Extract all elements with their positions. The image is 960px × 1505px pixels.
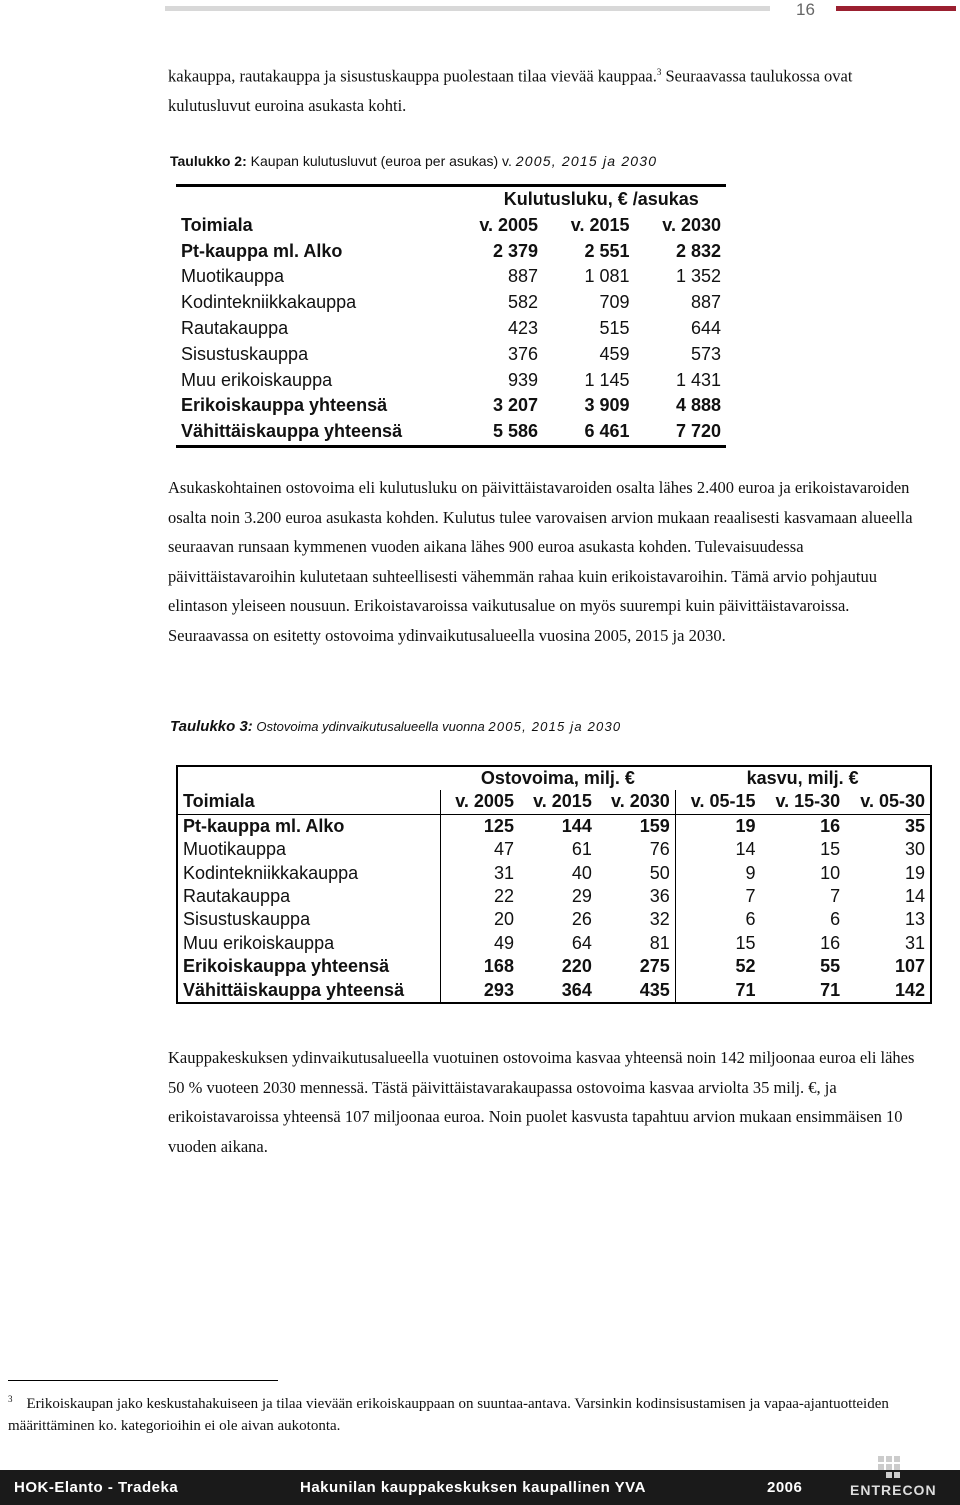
row-value: 16 xyxy=(820,932,841,953)
row-value: 7 720 xyxy=(675,421,721,442)
row-value: 939 xyxy=(508,369,539,390)
table-row xyxy=(177,885,931,908)
row-value: 2 551 xyxy=(584,240,630,261)
table-row xyxy=(176,290,726,316)
row-value: 168 xyxy=(441,955,519,978)
row-value: 55 xyxy=(820,956,841,977)
row-value: 14 xyxy=(904,886,925,907)
row-value: 459 xyxy=(599,343,630,364)
row-value: 125 xyxy=(441,814,519,838)
table-row xyxy=(176,316,726,342)
table-row xyxy=(176,419,726,446)
table2-caption-years: 2005, 2015 ja 2030 xyxy=(515,153,658,169)
row-value: 4 888 xyxy=(675,395,721,416)
row-label: Muu erikoiskauppa xyxy=(183,932,335,953)
table3-caption-text: Ostovoima ydinvaikutusalueella vuonna xyxy=(252,719,489,734)
footnote-mark: 3 xyxy=(8,1394,13,1404)
table-row xyxy=(177,814,931,838)
column-header-growth: v. 05-30 xyxy=(845,790,931,814)
row-value: 6 461 xyxy=(584,421,630,442)
row-value: 6 xyxy=(675,908,760,931)
body-paragraph: Kauppakeskuksen ydinvaikutusalueella vuotuinen ostovoima kasvaa yhteensä noin 142 miljoonaa euroa eli lähes 50 % vuoteen 2030 mennessä. Tästä päivittäistavarakaupassa ostovoima kasvaa arviolta 35 milj. €, ja erikoistavaroissa yhteensä 107 miljoonaa euroa. Noin puolet kasvusta tapahtuu arvion mukaan ensimmäisen 10 vuoden aikana. xyxy=(168,1048,915,1156)
row-value: 76 xyxy=(649,839,670,860)
intro-text: kakauppa, rautakauppa ja sisustuskauppa puolestaan tilaa vievää kauppaa. xyxy=(168,66,657,86)
row-label: Pt-kauppa ml. Alko xyxy=(183,815,345,836)
table-row xyxy=(176,342,726,368)
row-value: 19 xyxy=(904,862,925,883)
row-value: 26 xyxy=(571,909,592,930)
row-value: 29 xyxy=(571,886,592,907)
row-value: 30 xyxy=(904,839,925,860)
row-value: 6 xyxy=(830,909,841,930)
table-header-row xyxy=(177,790,931,814)
row-value: 515 xyxy=(599,317,630,338)
row-value: 32 xyxy=(649,909,670,930)
page-number: 16 xyxy=(796,0,815,19)
row-value: 275 xyxy=(639,956,670,977)
table-row xyxy=(177,908,931,931)
table-row xyxy=(176,264,726,290)
table-header-row xyxy=(176,213,726,239)
row-label: Vähittäiskauppa yhteensä xyxy=(183,979,405,1000)
table3-caption-label: Taulukko 3: xyxy=(170,718,253,735)
row-value: 47 xyxy=(441,838,519,861)
footnote-separator xyxy=(8,1380,278,1381)
table-row xyxy=(177,838,931,861)
row-value: 1 081 xyxy=(584,266,630,287)
column-header-toimiala: Toimiala xyxy=(181,214,253,235)
row-value: 573 xyxy=(690,343,721,364)
header-rule-left xyxy=(165,6,770,11)
column-header-toimiala: Toimiala xyxy=(177,790,441,814)
table-row xyxy=(177,955,931,978)
purchasing-power-table xyxy=(176,765,932,1004)
table-header-row xyxy=(176,186,726,213)
row-value: 31 xyxy=(441,862,519,885)
row-label: Sisustuskauppa xyxy=(181,343,309,364)
group-header-purchasing-power: Ostovoima, milj. € xyxy=(480,768,635,788)
column-header-year: v. 2030 xyxy=(597,790,675,814)
row-value: 2 379 xyxy=(493,240,539,261)
column-header-year: v. 2030 xyxy=(662,214,721,235)
header-rule-right xyxy=(836,6,956,11)
row-value: 71 xyxy=(820,979,841,1000)
footer-title: Hakunilan kauppakeskuksen kaupallinen YVA xyxy=(300,1479,646,1496)
intro-paragraph xyxy=(168,58,928,121)
group-header: Kulutusluku, € /asukas xyxy=(503,189,699,209)
intro-text-continued: Seuraavassa taulukossa ovat kulutusluvut euroina asukasta kohti. xyxy=(168,66,853,115)
row-value: 1 431 xyxy=(675,369,721,390)
page-footer xyxy=(0,1470,960,1505)
row-value: 31 xyxy=(904,932,925,953)
row-value: 35 xyxy=(904,815,925,836)
row-label: Rautakauppa xyxy=(181,317,289,338)
footnote xyxy=(8,1388,943,1437)
body-paragraph: Asukaskohtainen ostovoima eli kulutusluku on päivittäistavaroiden osalta lähes 2.400 euroa ja erikoistavaroiden osalta noin 3.200 euroa asukasta kohden. Kulutus tulee varovaisen arvion mukaan reaalisesti kasvamaan alueella seuraavan runsaan kymmenen vuoden aikana lähes 900 euroa asukasta kohden. Tulevaisuudessa päivittäistavaroihin kulutetaan suhteellisesti vähemmän rahaa kuin erikoistavaroihin. Tämä arvio pohjautuu elintason yleiseen nousuun. Erikoistavaroissa vaikutusalue on myös suurempi kuin päivittäistavaroissa. Seuraavassa on esitetty ostovoima ydinvaikutusalueella vuosina 2005, 2015 ja 2030. xyxy=(168,478,913,645)
table2-caption xyxy=(170,153,657,169)
row-value: 15 xyxy=(820,839,841,860)
column-header-growth: v. 15-30 xyxy=(761,790,846,814)
row-value: 376 xyxy=(508,343,539,364)
row-label: Rautakauppa xyxy=(183,886,291,907)
row-value: 50 xyxy=(649,862,670,883)
row-value: 36 xyxy=(649,886,670,907)
row-value: 52 xyxy=(675,955,760,978)
row-value: 71 xyxy=(675,979,760,1003)
footnote-ref[interactable]: 3 xyxy=(656,67,662,77)
row-label: Vähittäiskauppa yhteensä xyxy=(181,421,403,442)
table2-caption-text: Kaupan kulutusluvut (euroa per asukas) v. xyxy=(246,153,516,169)
row-value: 1 145 xyxy=(584,369,630,390)
row-value: 20 xyxy=(441,908,519,931)
row-value: 2 832 xyxy=(675,240,721,261)
row-value: 5 586 xyxy=(493,421,539,442)
column-header-year: v. 2015 xyxy=(570,214,630,235)
row-value: 435 xyxy=(639,979,670,1000)
row-value: 64 xyxy=(571,932,592,953)
column-header-year: v. 2005 xyxy=(441,790,519,814)
row-label: Erikoiskauppa yhteensä xyxy=(181,395,388,416)
row-label: Muu erikoiskauppa xyxy=(181,369,333,390)
row-value: 1 352 xyxy=(675,266,721,287)
column-header-growth: v. 05-15 xyxy=(675,790,760,814)
table-row xyxy=(176,393,726,419)
table-header-row xyxy=(177,766,931,790)
table3-caption-years: 2005, 2015 ja 2030 xyxy=(488,719,622,734)
table-row xyxy=(177,979,931,1003)
consumption-table xyxy=(176,184,726,448)
row-value: 49 xyxy=(441,932,519,955)
row-value: 887 xyxy=(690,292,721,313)
row-value: 107 xyxy=(894,956,925,977)
table-row xyxy=(176,239,726,265)
header-empty xyxy=(177,766,441,790)
table3-caption xyxy=(170,718,621,735)
row-value: 364 xyxy=(561,979,592,1000)
row-value: 16 xyxy=(820,815,841,836)
row-value: 22 xyxy=(441,885,519,908)
row-value: 14 xyxy=(675,838,760,861)
row-value: 13 xyxy=(904,909,925,930)
row-value: 293 xyxy=(441,979,519,1003)
row-value: 220 xyxy=(561,956,592,977)
group-header-growth: kasvu, milj. € xyxy=(746,768,859,788)
row-value: 81 xyxy=(649,932,670,953)
row-label: Sisustuskauppa xyxy=(183,909,311,930)
logo-text: ENTRECON xyxy=(850,1482,937,1498)
row-value: 644 xyxy=(690,317,721,338)
row-value: 582 xyxy=(508,292,539,313)
entrecon-logo xyxy=(850,1456,937,1502)
column-header-year: v. 2015 xyxy=(519,790,597,814)
footer-year: 2006 xyxy=(767,1479,803,1496)
row-value: 40 xyxy=(571,862,592,883)
table-row xyxy=(176,368,726,394)
logo-grid-icon xyxy=(878,1456,900,1478)
row-value: 887 xyxy=(508,266,539,287)
row-value: 3 207 xyxy=(493,395,539,416)
row-value: 3 909 xyxy=(584,395,630,416)
row-value: 61 xyxy=(571,839,592,860)
row-value: 19 xyxy=(675,814,760,838)
footnote-text: Erikoiskaupan jako keskustahakuiseen ja tilaa vievään erikoiskauppaan on suuntaa-antava. Varsinkin kodinsisustamisen ja vapaa-ajantuotteiden määrittäminen ko. kategorioihin ei ole aivan aukotonta. xyxy=(8,1396,889,1434)
row-value: 709 xyxy=(599,292,630,313)
row-label: Muotikauppa xyxy=(183,839,287,860)
row-value: 10 xyxy=(820,862,841,883)
table-row xyxy=(177,932,931,955)
row-value: 144 xyxy=(561,815,592,836)
row-label: Kodintekniikkakauppa xyxy=(183,862,359,883)
row-label: Muotikauppa xyxy=(181,266,285,287)
table2-caption-label: Taulukko 2: xyxy=(170,153,247,169)
table-row xyxy=(177,862,931,885)
row-value: 15 xyxy=(675,932,760,955)
row-label: Kodintekniikkakauppa xyxy=(181,292,357,313)
column-header-year: v. 2005 xyxy=(479,214,539,235)
header-empty xyxy=(176,186,452,213)
row-label: Erikoiskauppa yhteensä xyxy=(183,956,390,977)
row-value: 142 xyxy=(894,979,925,1000)
row-value: 159 xyxy=(639,815,670,836)
footer-client: HOK-Elanto - Tradeka xyxy=(14,1479,179,1496)
row-value: 423 xyxy=(508,317,539,338)
row-value: 9 xyxy=(675,862,760,885)
row-value: 7 xyxy=(830,886,841,907)
row-label: Pt-kauppa ml. Alko xyxy=(181,240,343,261)
row-value: 7 xyxy=(675,885,760,908)
